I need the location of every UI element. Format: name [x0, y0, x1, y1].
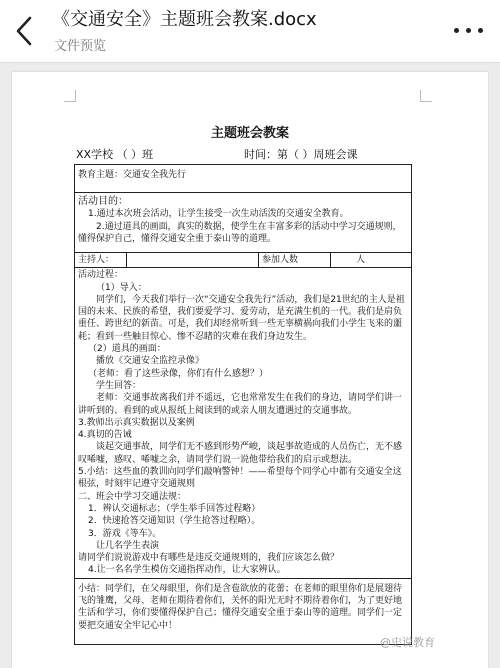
table-row	[75, 578, 412, 644]
intro-heading: （1）导入：	[96, 282, 147, 293]
header-divider	[0, 62, 500, 63]
margin-marker	[420, 90, 432, 102]
item-4: 4.让一名名学生模仿交通指挥动作，让大家辨认。	[88, 565, 286, 576]
chevron-left-icon	[10, 14, 38, 48]
table-row	[75, 253, 412, 268]
margin-marker	[64, 90, 76, 102]
back-button[interactable]	[10, 14, 38, 48]
step-4-text: 谈起交通事故，同学们无不感到形势严峻，谈起事故造成的人员伤亡，无不感叹唏嘘，感叹、唏嘘之余，请同学们说一说他带给我们的启示或想法。	[78, 442, 403, 465]
more-dots-icon	[454, 28, 459, 33]
summary-text: 小结：同学们，在父母眼里，你们是含苞欲放的花蕾；在老师的眼里你们是展翅待飞的雏鹰，父母、老师在期待着你们，关怀的阳光无时不期待着你们，为了更好地生活和学习，你们要懂得保护自己；懂得交通安全重于泰山等的道理。同学们一定要把交通安全牢记心中！	[78, 583, 403, 631]
intro-text: 同学们，今天我们举行一次“交通安全我先行”活动，我们是21世纪的主人是祖国的未来、民族的希望，我们要爱学习、爱劳动，是充满生机的一代。我们是肩负重任、跨世纪的新苗。可是，我们却经常听到一些无辜横祸向我们小学生飞来的噩耗；看到一些触目惊心、惨不忍睹的灾难在我们身边发生。	[78, 294, 405, 342]
file-subtitle: 文件预览	[54, 39, 107, 54]
file-title: 《交通安全》主题班会教案.docx	[52, 9, 317, 30]
teacher-question: （老师：看了这些录像，你们有什么感想？）	[88, 368, 269, 379]
lesson-plan-table	[74, 164, 412, 645]
goal-item: 2.通过道具的画面，真实的数据，使学生在丰富多彩的活动中学习交通规则，懂得保护自己，懂得交通安全重于泰山等的道理。	[78, 221, 402, 244]
step-3: 3.教师出示真实数据以及案例	[78, 417, 195, 428]
participants-unit: 人	[331, 253, 412, 268]
app-header	[0, 0, 500, 62]
item-3: 3．游戏《等车》。	[88, 528, 162, 539]
participants-label: 参加人数	[259, 253, 331, 268]
theme-cell	[75, 165, 412, 193]
document-title: 主题班会教案	[210, 126, 289, 141]
teacher-say: 老师：交通事故离我们并不遥远，它也常常发生在我们的身边，请同学们讲一讲听到的、看到的或从报纸上阅读到的或亲人朋友遭遇过的交通事故。	[78, 393, 403, 416]
item-1: 1．辨认交通标志；（学生举手回答过程略）	[88, 503, 261, 514]
document-page[interactable]	[12, 72, 488, 668]
summary-cell	[75, 578, 412, 644]
host-value	[127, 253, 259, 268]
time-line: 时间：第（ ）周班会课	[244, 148, 358, 161]
students-answer: 学生回答：	[96, 380, 142, 391]
table-row	[75, 268, 412, 578]
goals-cell	[75, 193, 412, 253]
table-row	[75, 193, 412, 253]
goals-title: 活动目的：	[78, 196, 128, 207]
process-title: 活动过程：	[78, 270, 124, 281]
item-3-sub: 让几名学生表演	[96, 540, 160, 551]
step-5: 5.小结：这些血的教训向同学们敲响警钟！——希望每个同学心中都有交通安全这根弦，时刻牢记遵守交通规则	[78, 467, 402, 490]
school-class-line: XX学校 （ ）班	[76, 148, 154, 161]
more-options-button[interactable]	[452, 22, 486, 40]
part2-heading: （2）道具的画面：	[88, 344, 166, 355]
play-video: 播放《交通安全监控录像》	[96, 356, 205, 367]
part-two-heading: 二、班会中学习交通法规：	[78, 491, 187, 502]
goal-item: 1.通过本次班会活动，让学生接受一次生动活泼的交通安全教育。	[88, 209, 349, 220]
step-4: 4.真切的告诫	[78, 430, 132, 441]
watermark-text: @史说教育	[380, 636, 435, 649]
question: 请同学们说说游戏中有哪些是违反交通规则的，我们应该怎么做？	[78, 553, 340, 564]
theme-text: 教育主题：交通安全我先行	[78, 170, 187, 180]
table-row	[75, 165, 412, 193]
item-2: 2．快速抢答交通知识（学生抢答过程略）。	[88, 516, 261, 527]
host-label: 主持人：	[75, 253, 127, 268]
process-cell	[75, 268, 412, 578]
